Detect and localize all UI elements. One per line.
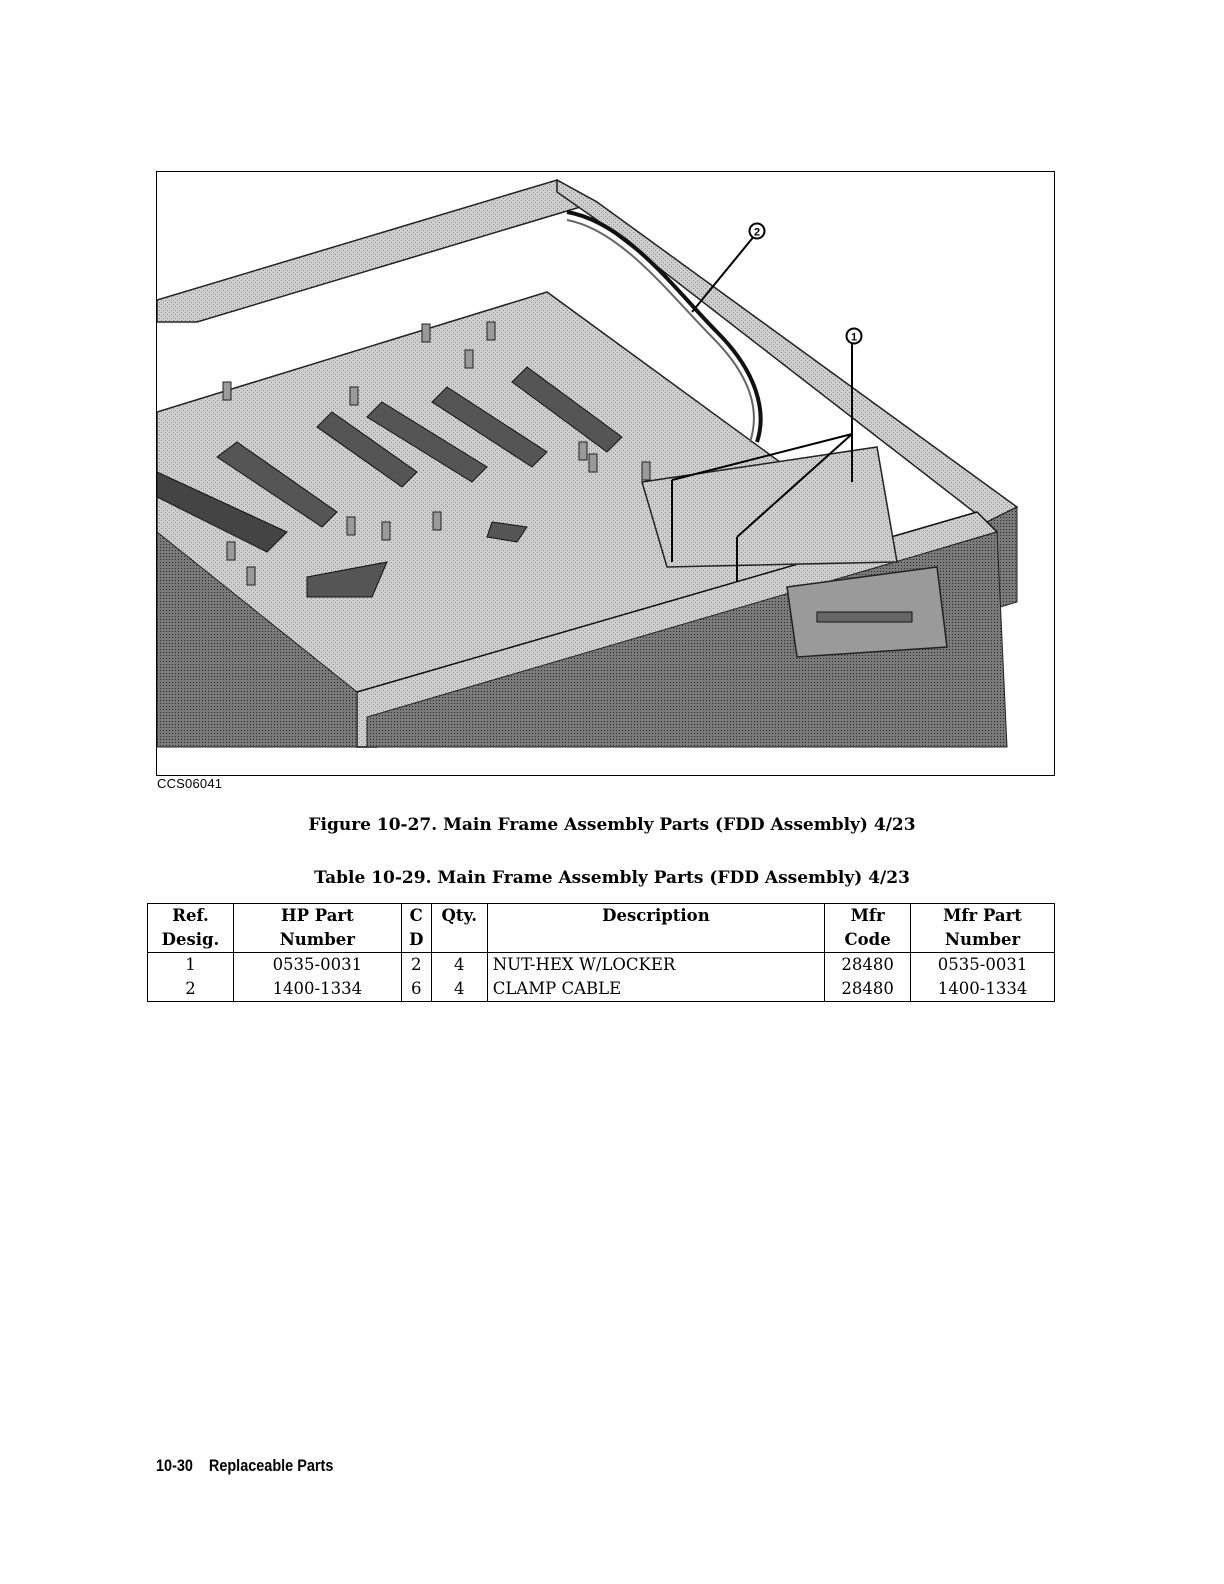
cell-description: CLAMP CABLE: [487, 977, 824, 1002]
cell-hp-part: 1400-1334: [233, 977, 401, 1002]
cell-mfr-code: 28480: [825, 977, 911, 1002]
cell-cd: 2: [401, 953, 431, 978]
table-row: [148, 953, 1055, 978]
header-hp-part: HP Part: [233, 904, 401, 929]
figure-caption: Figure 10-27. Main Frame Assembly Parts (FDD Assembly) 4/23: [308, 815, 916, 835]
cell-mfr-part: 0535-0031: [911, 953, 1055, 978]
table-row: [148, 977, 1055, 1002]
header-mfr-code-2: Code: [825, 928, 911, 953]
header-cd-2: D: [401, 928, 431, 953]
cell-mfr-part: 1400-1334: [911, 977, 1055, 1002]
page-number: 10-30: [156, 1456, 193, 1475]
header-hp-part-2: Number: [233, 928, 401, 953]
cell-cd: 6: [401, 977, 431, 1002]
callout-1: [847, 329, 862, 344]
callout-2-label: 2: [753, 226, 761, 239]
cell-qty: 4: [431, 977, 487, 1002]
cell-hp-part: 0535-0031: [233, 953, 401, 978]
cell-ref: 1: [148, 953, 234, 978]
header-mfr-code: Mfr: [825, 904, 911, 929]
page-footer: [156, 1456, 333, 1476]
table-caption: Table 10-29. Main Frame Assembly Parts (FDD Assembly) 4/23: [314, 868, 910, 888]
header-ref: Ref.: [148, 904, 234, 929]
table-header-row: [148, 904, 1055, 929]
parts-table: [147, 903, 1055, 1002]
figure-illustration: [156, 171, 1055, 776]
callout-2: [750, 224, 765, 239]
header-description: Description: [487, 904, 824, 929]
header-qty: Qty.: [431, 904, 487, 929]
header-mfr-part-2: Number: [911, 928, 1055, 953]
header-description-2: [487, 928, 824, 953]
cell-description: NUT-HEX W/LOCKER: [487, 953, 824, 978]
header-ref-2: Desig.: [148, 928, 234, 953]
cell-ref: 2: [148, 977, 234, 1002]
table-header-row-2: [148, 928, 1055, 953]
cell-qty: 4: [431, 953, 487, 978]
header-cd: C: [401, 904, 431, 929]
header-mfr-part: Mfr Part: [911, 904, 1055, 929]
callout-1-label: 1: [850, 331, 858, 344]
header-qty-2: [431, 928, 487, 953]
cell-mfr-code: 28480: [825, 953, 911, 978]
figure-id-label: CCS06041: [157, 776, 223, 791]
section-title: Replaceable Parts: [208, 1456, 334, 1475]
main-frame-drawing: [157, 172, 1055, 776]
